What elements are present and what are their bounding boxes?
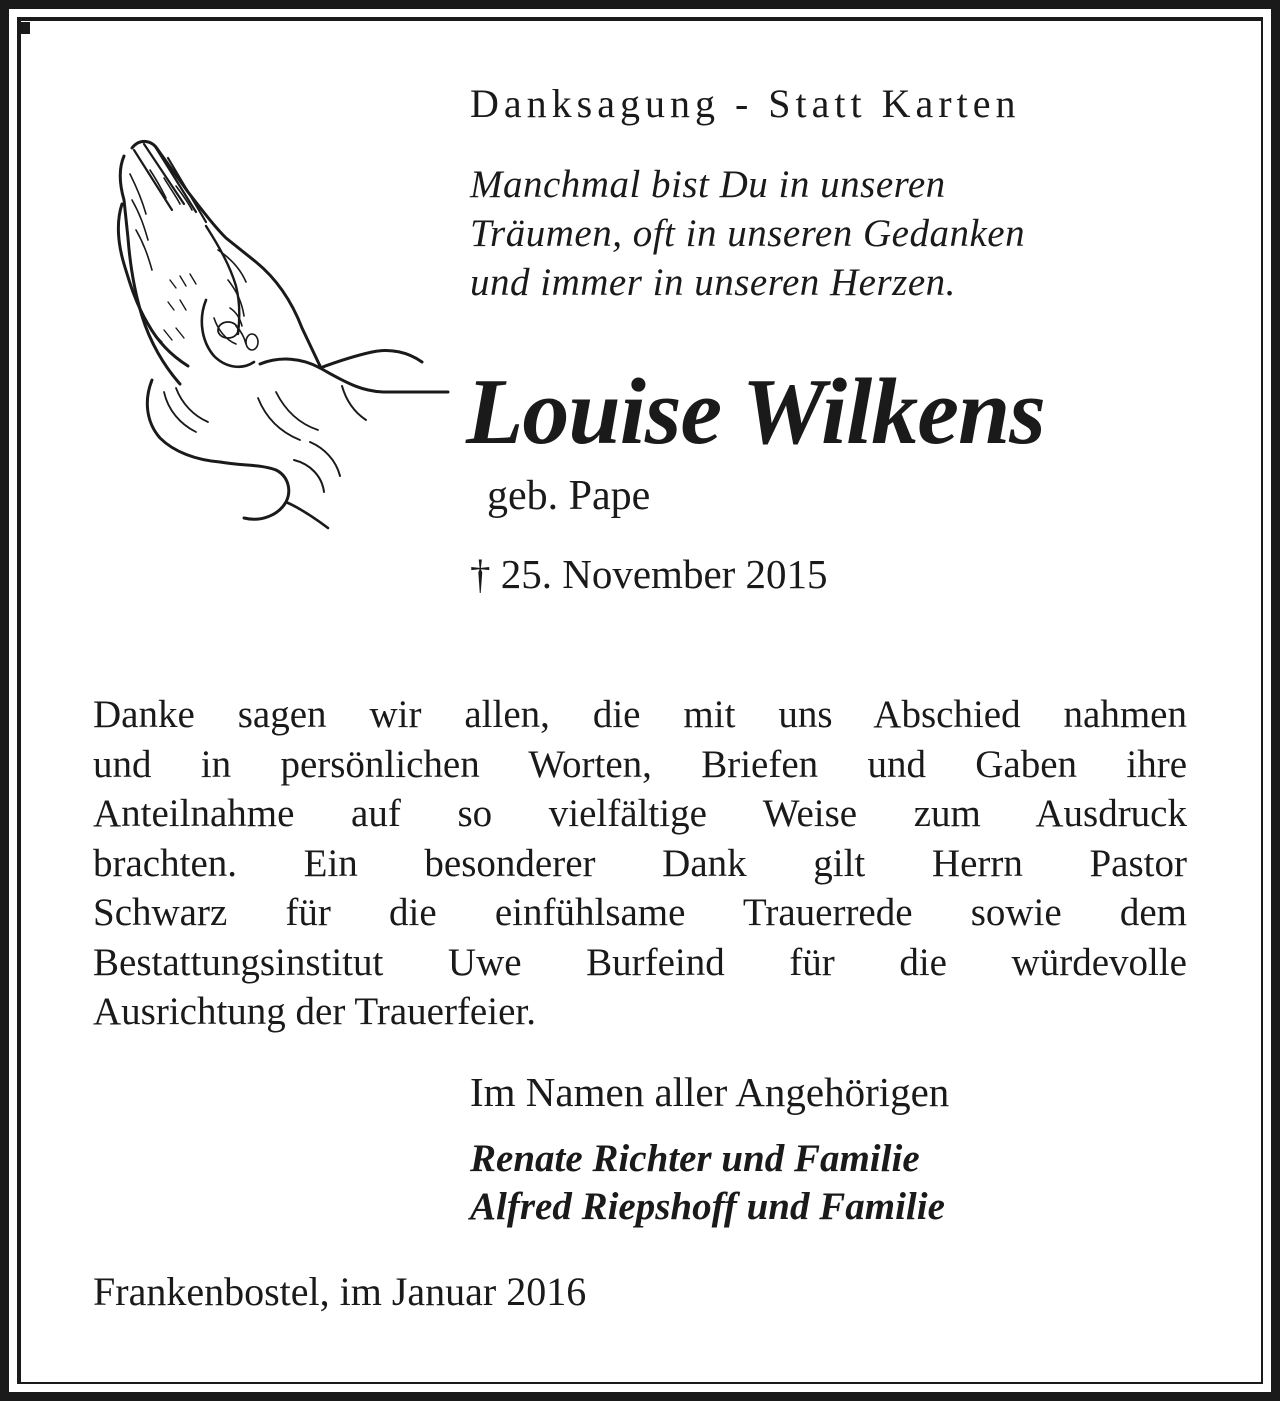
- poem-line: Manchmal bist Du in unseren: [470, 163, 946, 206]
- paragraph-line: Anteilnahme auf so vielfältige Weise zum Ausdruck: [93, 792, 1187, 835]
- paragraph-line: Ausrichtung der Trauerfeier.: [93, 990, 536, 1033]
- notice-header: Danksagung - Statt Karten: [470, 81, 1021, 126]
- corner-mark: [20, 22, 30, 34]
- family-name: Renate Richter und Familie: [470, 1137, 920, 1180]
- place-date: Frankenbostel, im Januar 2016: [93, 1269, 587, 1314]
- family-name: Alfred Riepshoff und Familie: [470, 1185, 945, 1228]
- poem: [470, 160, 1025, 307]
- death-date: † 25. November 2015: [470, 551, 828, 597]
- paragraph-line: Danke sagen wir allen, die mit uns Abschied nahmen: [93, 693, 1187, 736]
- thanks-paragraph: [93, 690, 1187, 1037]
- deceased-name: Louise Wilkens: [466, 360, 1045, 464]
- paragraph-line: Schwarz für die einfühlsame Trauerrede sowie dem: [93, 891, 1187, 934]
- family-signatures: [470, 1135, 945, 1231]
- paragraph-line: brachten. Ein besonderer Dank gilt Herrn Pastor: [93, 841, 1187, 885]
- signoff: Im Namen aller Angehörigen: [470, 1069, 950, 1115]
- praying-hands-icon: [110, 130, 455, 530]
- poem-line: und immer in unseren Herzen.: [470, 261, 956, 304]
- paragraph-line: und in persönlichen Worten, Briefen und Gaben ihre: [93, 742, 1187, 786]
- paragraph-line: Bestattungsinstitut Uwe Burfeind für die würdevolle: [93, 940, 1187, 984]
- birth-name: geb. Pape: [487, 473, 651, 519]
- poem-line: Träumen, oft in unseren Gedanken: [470, 212, 1026, 255]
